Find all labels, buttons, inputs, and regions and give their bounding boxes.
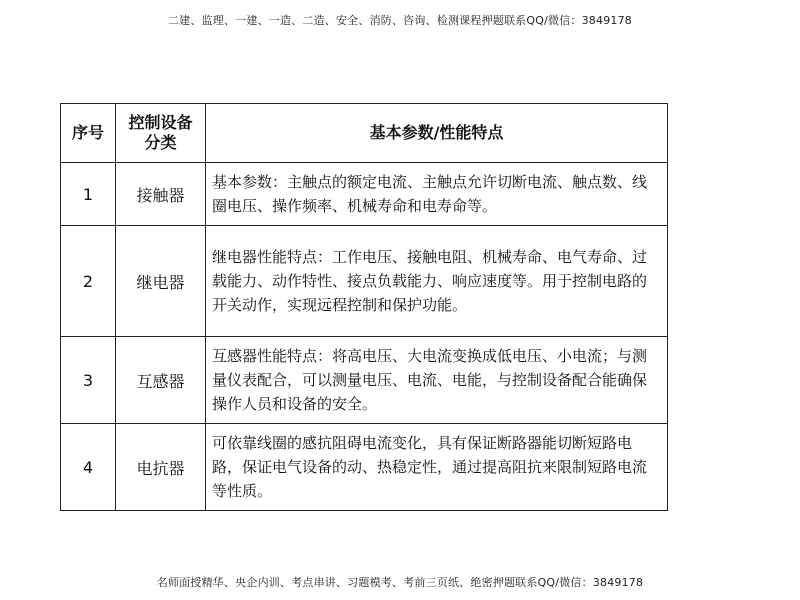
header-device-category <box>116 104 206 163</box>
row-number: 3 <box>61 337 116 424</box>
header-device-category-line1: 控制设备 <box>128 113 193 132</box>
row-number: 4 <box>61 424 116 511</box>
row-description: 继电器性能特点：工作电压、接触电阻、机械寿命、电气寿命、过载能力、动作特性、接点负载能力、响应速度等。用于控制电路的开关动作，实现远程控制和保护功能。 <box>206 226 668 337</box>
row-device: 接触器 <box>116 163 206 226</box>
header-serial-number: 序号 <box>61 104 116 163</box>
header-parameters-characteristics: 基本参数/性能特点 <box>206 104 668 163</box>
row-device: 继电器 <box>116 226 206 337</box>
row-description: 互感器性能特点：将高电压、大电流变换成低电压、小电流；与测量仪表配合，可以测量电压、电流、电能，与控制设备配合能确保操作人员和设备的安全。 <box>206 337 668 424</box>
table-header-row <box>61 104 668 163</box>
table-row <box>61 424 668 511</box>
control-device-parameters-table <box>60 103 668 511</box>
row-number: 1 <box>61 163 116 226</box>
header-device-category-line2: 分类 <box>144 133 177 152</box>
row-device: 互感器 <box>116 337 206 424</box>
row-device: 电抗器 <box>116 424 206 511</box>
row-number: 2 <box>61 226 116 337</box>
row-description: 基本参数：主触点的额定电流、主触点允许切断电流、触点数、线圈电压、操作频率、机械寿命和电寿命等。 <box>206 163 668 226</box>
row-description: 可依靠线圈的感抗阻碍电流变化，具有保证断路器能切断短路电路，保证电气设备的动、热稳定性，通过提高阻抗来限制短路电流等性质。 <box>206 424 668 511</box>
table-row <box>61 337 668 424</box>
footer-contact-line: 名师面授精华、央企内训、考点串讲、习题模考、考前三页纸、绝密押题联系QQ/微信：3849178 <box>156 576 644 589</box>
table-row <box>61 226 668 337</box>
table-row <box>61 163 668 226</box>
header-contact-line: 二建、监理、一建、一造、二造、安全、消防、咨询、检测课程押题联系QQ/微信：3849178 <box>167 14 632 27</box>
